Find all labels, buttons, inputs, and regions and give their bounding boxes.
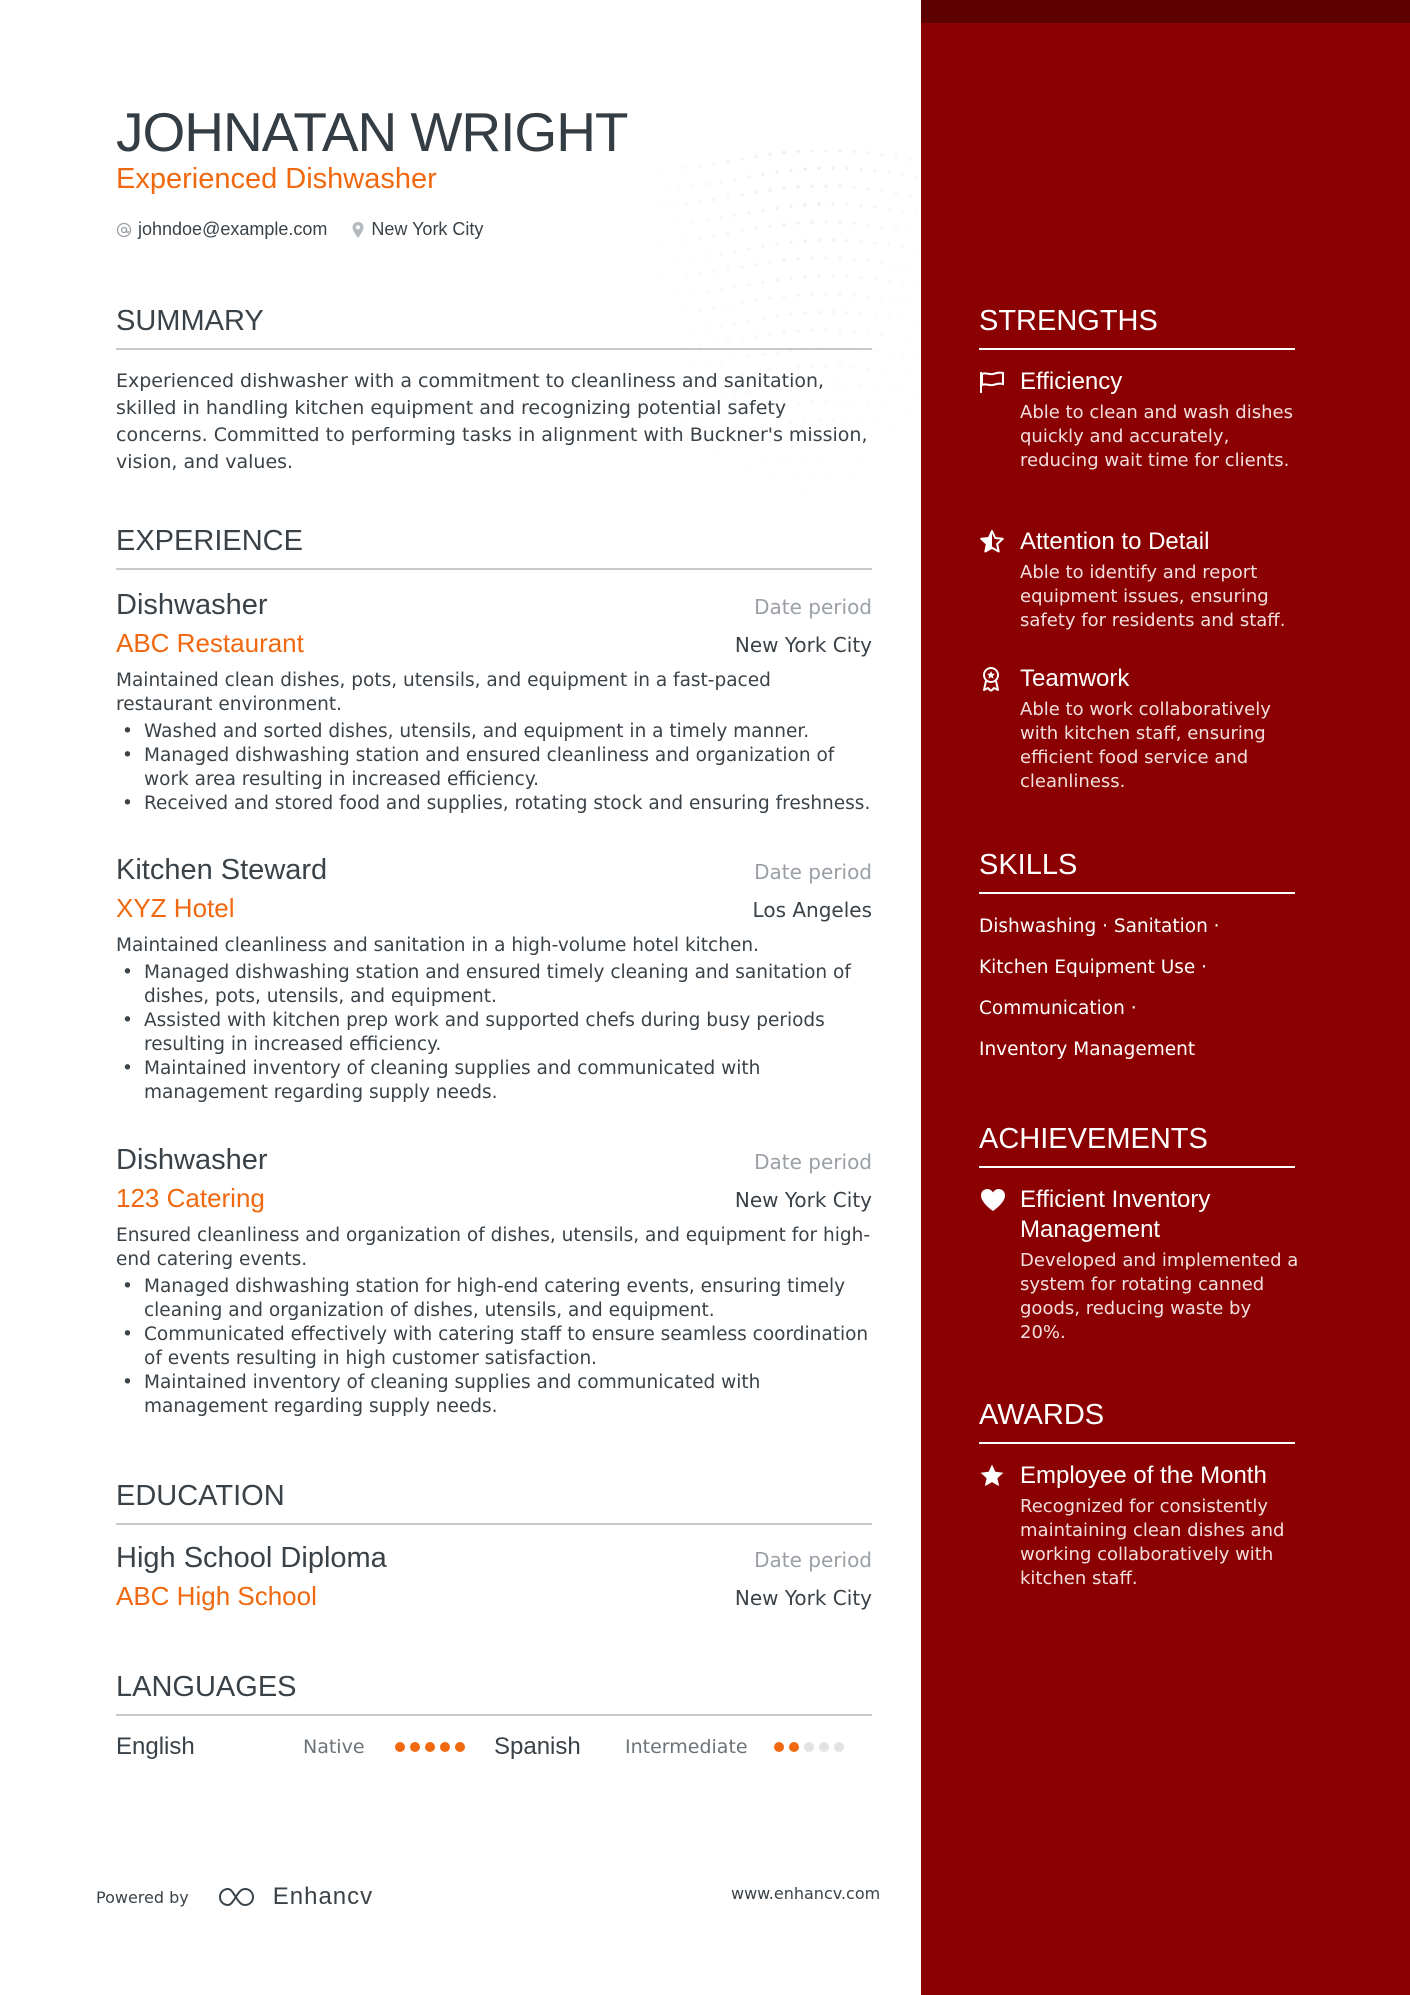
at-icon bbox=[116, 222, 132, 238]
job-role: Kitchen Steward bbox=[116, 854, 328, 886]
job-company: XYZ Hotel bbox=[116, 893, 235, 923]
heart-icon bbox=[979, 1185, 1007, 1215]
skill-line: Inventory Management bbox=[979, 1039, 1196, 1060]
candidate-title: Experienced Dishwasher bbox=[116, 163, 437, 195]
rating-dot-filled bbox=[425, 1742, 435, 1752]
powered-by-text: Powered by bbox=[96, 1887, 189, 1907]
location-text: New York City bbox=[371, 219, 484, 239]
awards-heading: AWARDS bbox=[979, 1399, 1295, 1444]
job-bullet: • Managed dishwashing station for high-end catering events, ensuring timely cleaning and organization of dishes, utensils, and equipment. bbox=[116, 1275, 872, 1323]
skill-line: Communication · bbox=[979, 998, 1137, 1019]
enhancv-logo-icon bbox=[217, 1886, 263, 1908]
contact-email[interactable] bbox=[116, 219, 327, 240]
award-description: Recognized for consistently maintaining clean dishes and working collaboratively with kitchen staff. bbox=[1020, 1496, 1285, 1589]
summary-heading: SUMMARY bbox=[116, 305, 872, 350]
footer-website[interactable]: www.enhancv.com bbox=[731, 1884, 881, 1903]
rating-dot-empty bbox=[834, 1742, 844, 1752]
languages-heading: LANGUAGES bbox=[116, 1671, 872, 1716]
contact-location bbox=[351, 219, 483, 240]
education-entry bbox=[116, 1542, 872, 1612]
language-item bbox=[494, 1733, 872, 1761]
job-date: Date period bbox=[754, 595, 872, 619]
ribbon-icon bbox=[979, 664, 1007, 694]
education-degree: High School Diploma bbox=[116, 1542, 387, 1574]
rating-dot-filled bbox=[774, 1742, 784, 1752]
experience-heading: EXPERIENCE bbox=[116, 525, 872, 570]
rating-dot-filled bbox=[789, 1742, 799, 1752]
skill-line: Dishwashing · Sanitation · bbox=[979, 916, 1220, 937]
language-rating bbox=[395, 1742, 465, 1752]
job-role: Dishwasher bbox=[116, 1144, 268, 1176]
achievement-description: Developed and implemented a system for rotating canned goods, reducing waste by 20%. bbox=[1020, 1250, 1299, 1343]
job-bullet: • Washed and sorted dishes, utensils, and equipment in a timely manner. bbox=[116, 720, 872, 744]
rating-dot-empty bbox=[819, 1742, 829, 1752]
job-bullet: • Maintained inventory of cleaning supplies and communicated with management regarding supply needs. bbox=[116, 1371, 872, 1419]
job-date: Date period bbox=[754, 1150, 872, 1174]
language-level: Intermediate bbox=[625, 1736, 748, 1758]
job-company: ABC Restaurant bbox=[116, 628, 304, 658]
job-bullet: • Assisted with kitchen prep work and supported chefs during busy periods resulting in increased efficiency. bbox=[116, 1009, 872, 1057]
sidebar-top-band bbox=[921, 0, 1410, 23]
strength-item bbox=[979, 527, 1299, 633]
flag-icon bbox=[979, 367, 1007, 397]
education-heading: EDUCATION bbox=[116, 1480, 872, 1525]
language-name: Spanish bbox=[494, 1733, 581, 1760]
award-item bbox=[979, 1461, 1299, 1591]
rating-dot-filled bbox=[440, 1742, 450, 1752]
strength-item bbox=[979, 664, 1299, 794]
strength-title: Attention to Detail bbox=[1020, 528, 1210, 555]
job-description: Maintained cleanliness and sanitation in a high-volume hotel kitchen. bbox=[116, 935, 759, 956]
job-bullet: • Maintained inventory of cleaning supplies and communicated with management regarding supply needs. bbox=[116, 1057, 872, 1105]
summary-text: Experienced dishwasher with a commitment to cleanliness and sanitation, skilled in handling kitchen equipment and recognizing potential safety concerns. Committed to performing tasks in alignment with Buckner's mission, vision, and values. bbox=[116, 370, 868, 473]
achievement-title: Efficient Inventory Management bbox=[1020, 1186, 1211, 1243]
job-location: New York City bbox=[734, 1188, 872, 1212]
strengths-heading: STRENGTHS bbox=[979, 305, 1295, 350]
job-location: Los Angeles bbox=[752, 898, 872, 922]
languages-list bbox=[116, 1733, 872, 1761]
contact-info bbox=[116, 219, 507, 240]
strength-description: Able to identify and report equipment issues, ensuring safety for residents and staff. bbox=[1020, 562, 1286, 631]
job-bullets bbox=[116, 961, 872, 1105]
email-text: johndoe@example.com bbox=[138, 219, 328, 239]
language-item bbox=[116, 1733, 494, 1761]
education-school: ABC High School bbox=[116, 1581, 317, 1611]
strength-item bbox=[979, 367, 1299, 473]
job-bullets bbox=[116, 720, 872, 816]
star-half-icon bbox=[979, 527, 1007, 557]
candidate-name: JOHNATAN WRIGHT bbox=[116, 101, 628, 163]
job-description: Ensured cleanliness and organization of dishes, utensils, and equipment for high-end catering events. bbox=[116, 1225, 871, 1270]
footer-powered-by bbox=[96, 1883, 373, 1911]
job-company: 123 Catering bbox=[116, 1183, 265, 1213]
job-date: Date period bbox=[754, 860, 872, 884]
rating-dot-filled bbox=[455, 1742, 465, 1752]
education-location: New York City bbox=[734, 1586, 872, 1610]
job-bullet: • Managed dishwashing station and ensured timely cleaning and sanitation of dishes, pots, utensils, and equipment. bbox=[116, 961, 872, 1009]
rating-dot-filled bbox=[410, 1742, 420, 1752]
experience-entry bbox=[116, 589, 872, 816]
language-rating bbox=[774, 1742, 844, 1752]
job-bullets bbox=[116, 1275, 872, 1419]
achievement-item bbox=[979, 1185, 1299, 1345]
strength-title: Efficiency bbox=[1020, 368, 1123, 395]
enhancv-logo[interactable] bbox=[217, 1883, 373, 1911]
skills-heading: SKILLS bbox=[979, 849, 1295, 894]
job-bullet: • Received and stored food and supplies, rotating stock and ensuring freshness. bbox=[116, 792, 872, 816]
education-date: Date period bbox=[754, 1548, 872, 1572]
enhancv-brand-text: Enhancv bbox=[272, 1883, 374, 1910]
rating-dot-empty bbox=[804, 1742, 814, 1752]
language-name: English bbox=[116, 1733, 195, 1760]
strength-title: Teamwork bbox=[1020, 665, 1130, 692]
award-title: Employee of the Month bbox=[1020, 1462, 1267, 1489]
skills-list bbox=[979, 906, 1299, 1070]
job-description: Maintained clean dishes, pots, utensils, and equipment in a fast-paced restaurant environment. bbox=[116, 670, 771, 715]
skill-line: Kitchen Equipment Use · bbox=[979, 957, 1208, 978]
job-location: New York City bbox=[734, 633, 872, 657]
decorative-dot-pattern bbox=[540, 150, 920, 570]
experience-entry bbox=[116, 854, 872, 1105]
job-bullet: • Communicated effectively with catering staff to ensure seamless coordination of events resulting in high customer satisfaction. bbox=[116, 1323, 872, 1371]
star-icon bbox=[979, 1461, 1007, 1491]
language-level: Native bbox=[303, 1736, 365, 1758]
strength-description: Able to work collaboratively with kitchen staff, ensuring efficient food service and cleanliness. bbox=[1020, 699, 1271, 792]
strength-description: Able to clean and wash dishes quickly and accurately, reducing wait time for clients. bbox=[1020, 402, 1293, 471]
job-bullet: • Managed dishwashing station and ensured cleanliness and organization of work area resulting in increased efficiency. bbox=[116, 744, 872, 792]
location-pin-icon bbox=[351, 221, 365, 239]
experience-entry bbox=[116, 1144, 872, 1419]
achievements-heading: ACHIEVEMENTS bbox=[979, 1123, 1295, 1168]
job-role: Dishwasher bbox=[116, 589, 268, 621]
rating-dot-filled bbox=[395, 1742, 405, 1752]
